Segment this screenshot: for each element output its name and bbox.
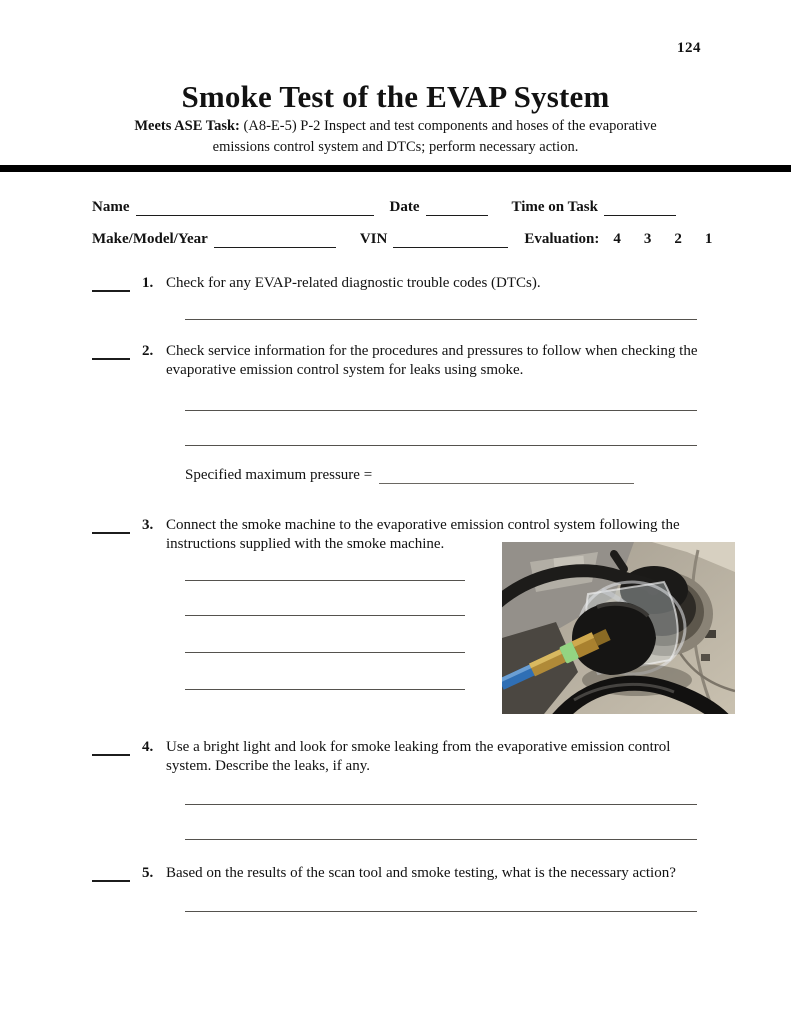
vin-blank: [393, 232, 508, 248]
specified-pressure-blank: [379, 469, 634, 484]
task-5-checkoff-blank: [92, 864, 130, 882]
task-1-checkoff-blank: [92, 274, 130, 292]
worksheet-body: [0, 199, 791, 911]
page-number: 124: [677, 40, 701, 56]
task-4-number: 4.: [142, 739, 154, 756]
ase-task-line-1: [0, 118, 791, 136]
smoke-machine-adapter-at-fuel-filler-photo: [502, 542, 735, 714]
ase-task-label: Meets ASE Task:: [134, 118, 240, 134]
specified-pressure-row: [185, 467, 700, 484]
task-2-checkoff-blank: [92, 342, 130, 360]
name-label: Name: [92, 199, 130, 216]
task-1-answer-line: [185, 319, 697, 320]
task-1-number: 1.: [142, 275, 154, 292]
task-item-2: [92, 342, 700, 484]
specified-pressure-label: Specified maximum pressure =: [185, 467, 373, 484]
evaluation-score-2: 2: [674, 231, 682, 248]
task-3-text: Connect the smoke machine to the evaporative emission control system following the instructions supplied with the smoke machine.: [166, 517, 680, 552]
name-blank: [136, 200, 374, 216]
info-row-name-date-time: [92, 199, 700, 216]
task-item-5: [92, 864, 700, 912]
time-on-task-blank: [604, 200, 676, 216]
info-row-vehicle-evaluation: [92, 231, 713, 248]
evaluation-score-1: 1: [704, 231, 713, 248]
task-3-checkoff-blank: [92, 516, 130, 534]
evaluation-score-3: 3: [643, 231, 652, 248]
task-4-checkoff-blank: [92, 738, 130, 756]
divider-rule: [0, 165, 791, 172]
ase-task-line-2: emissions control system and DTCs; perform necessary action.: [212, 138, 579, 155]
make-model-year-label: Make/Model/Year: [92, 231, 208, 248]
task-4-answer-line-2: [185, 839, 697, 840]
evaluation-scores: [613, 231, 712, 248]
evaluation-label: Evaluation:: [524, 231, 600, 248]
evaluation-score-4: 4: [613, 231, 621, 248]
task-2-answer-line-1: [185, 410, 697, 411]
task-3-answer-line-4: [185, 689, 465, 690]
date-label: Date: [389, 199, 420, 216]
task-3-answer-line-3: [185, 652, 465, 653]
task-2-answer-line-2: [185, 445, 697, 446]
time-on-task-label: Time on Task: [511, 199, 598, 216]
task-3-number: 3.: [142, 517, 154, 534]
task-4-text: Use a bright light and look for smoke leaking from the evaporative emission control system. Describe the leaks, if any.: [166, 739, 671, 774]
task-item-1: [92, 274, 700, 320]
task-5-number: 5.: [142, 864, 154, 881]
task-item-4: [92, 738, 700, 840]
vin-label: VIN: [359, 231, 388, 248]
task-item-3: [92, 516, 700, 722]
task-3-answer-line-2: [185, 615, 465, 616]
make-model-year-blank: [214, 232, 336, 248]
ase-task-text: (A8-E-5) P-2 Inspect and test components and hoses of the evaporative: [243, 118, 657, 134]
task-2-text: Check service information for the procedures and pressures to follow when checking the evaporative emission control system for leaks using smoke.: [166, 343, 698, 379]
task-3-answer-line-1: [185, 580, 465, 581]
task-5-text: Based on the results of the scan tool and smoke testing, what is the necessary action?: [166, 864, 676, 881]
page-title: Smoke Test of the EVAP System: [181, 79, 610, 114]
task-4-answer-line-1: [185, 804, 697, 805]
date-blank: [426, 200, 488, 216]
task-2-number: 2.: [142, 343, 154, 360]
task-1-text: Check for any EVAP-related diagnostic trouble codes (DTCs).: [166, 275, 541, 292]
task-5-answer-line: [185, 911, 697, 912]
